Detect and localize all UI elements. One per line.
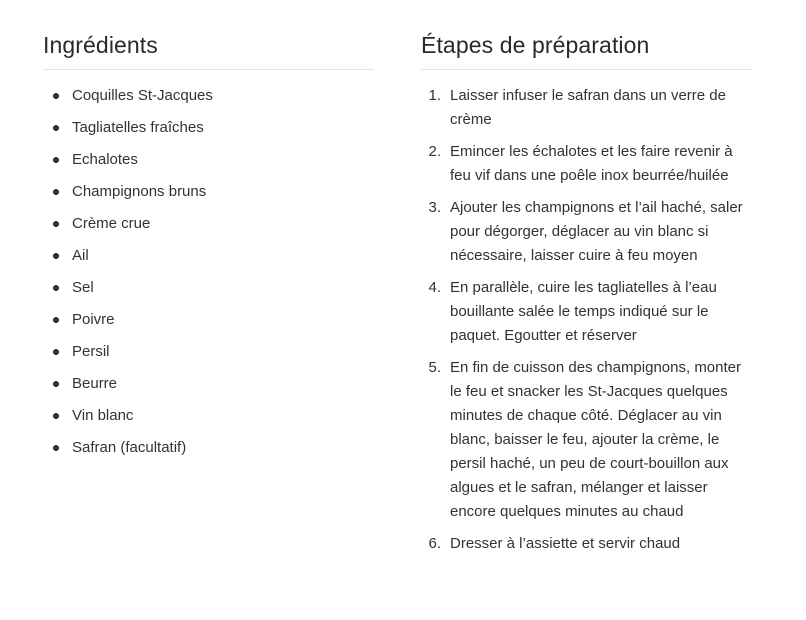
ingredient-text: Crème crue bbox=[72, 215, 151, 232]
ingredient-item bbox=[43, 372, 374, 396]
step-item bbox=[421, 84, 752, 132]
ingredient-item bbox=[43, 404, 374, 428]
bullet-icon bbox=[53, 93, 59, 99]
step-item bbox=[421, 196, 752, 268]
step-number: 6. bbox=[428, 535, 441, 552]
steps-heading: Étapes de préparation bbox=[421, 28, 752, 70]
step-text: En parallèle, cuire les tagliatelles à l’eau bouillante salée le temps indiqué sur le paquet. Egoutter et réserver bbox=[450, 279, 717, 344]
step-number: 2. bbox=[428, 143, 441, 160]
step-number: 3. bbox=[428, 199, 441, 216]
ingredient-text: Tagliatelles fraîches bbox=[72, 119, 204, 136]
bullet-icon bbox=[53, 381, 59, 387]
ingredient-text: Safran (facultatif) bbox=[72, 439, 187, 456]
ingredient-item bbox=[43, 116, 374, 140]
step-item bbox=[421, 356, 752, 524]
step-number: 5. bbox=[428, 359, 441, 376]
ingredients-list bbox=[43, 84, 374, 460]
steps-list bbox=[421, 84, 752, 556]
step-item bbox=[421, 532, 752, 556]
step-item bbox=[421, 276, 752, 348]
ingredient-item bbox=[43, 276, 374, 300]
steps-section bbox=[421, 28, 752, 564]
ingredient-item bbox=[43, 308, 374, 332]
step-text: Dresser à l’assiette et servir chaud bbox=[450, 535, 681, 552]
ingredient-item bbox=[43, 84, 374, 108]
bullet-icon bbox=[53, 157, 59, 163]
ingredient-text: Vin blanc bbox=[72, 407, 134, 424]
ingredient-item bbox=[43, 244, 374, 268]
ingredients-heading: Ingrédients bbox=[43, 28, 374, 70]
step-text: Emincer les échalotes et les faire revenir à feu vif dans une poêle inox beurrée/huilée bbox=[450, 143, 733, 184]
bullet-icon bbox=[53, 285, 59, 291]
bullet-icon bbox=[53, 445, 59, 451]
ingredient-text: Beurre bbox=[72, 375, 118, 392]
ingredient-item bbox=[43, 436, 374, 460]
ingredient-item bbox=[43, 148, 374, 172]
ingredient-text: Coquilles St-Jacques bbox=[72, 87, 213, 104]
ingredient-item bbox=[43, 340, 374, 364]
ingredient-text: Echalotes bbox=[72, 151, 138, 168]
step-number: 1. bbox=[428, 87, 441, 104]
bullet-icon bbox=[53, 413, 59, 419]
bullet-icon bbox=[53, 253, 59, 259]
bullet-icon bbox=[53, 349, 59, 355]
bullet-icon bbox=[53, 125, 59, 131]
ingredient-text: Sel bbox=[72, 279, 94, 296]
ingredient-item bbox=[43, 212, 374, 236]
bullet-icon bbox=[53, 317, 59, 323]
ingredient-text: Champignons bruns bbox=[72, 183, 207, 200]
bullet-icon bbox=[53, 189, 59, 195]
step-item bbox=[421, 140, 752, 188]
step-text: En fin de cuisson des champignons, monter le feu et snacker les St-Jacques quelques minutes de chaque côté. Déglacer au vin blanc, baisser le feu, ajouter la crème, le persil haché, un peu de court-bouillon aux algues et le safran, mélanger et laisser encore quelques minutes au chaud bbox=[450, 359, 741, 520]
ingredients-section bbox=[43, 28, 374, 468]
bullet-icon bbox=[53, 221, 59, 227]
ingredient-text: Ail bbox=[72, 247, 89, 264]
step-text: Ajouter les champignons et l’ail haché, saler pour dégorger, déglacer au vin blanc si nécessaire, laisser cuire à feu moyen bbox=[450, 199, 743, 264]
ingredient-text: Persil bbox=[72, 343, 110, 360]
ingredient-text: Poivre bbox=[72, 311, 115, 328]
step-text: Laisser infuser le safran dans un verre de crème bbox=[450, 87, 726, 128]
step-number: 4. bbox=[428, 279, 441, 296]
ingredient-item bbox=[43, 180, 374, 204]
